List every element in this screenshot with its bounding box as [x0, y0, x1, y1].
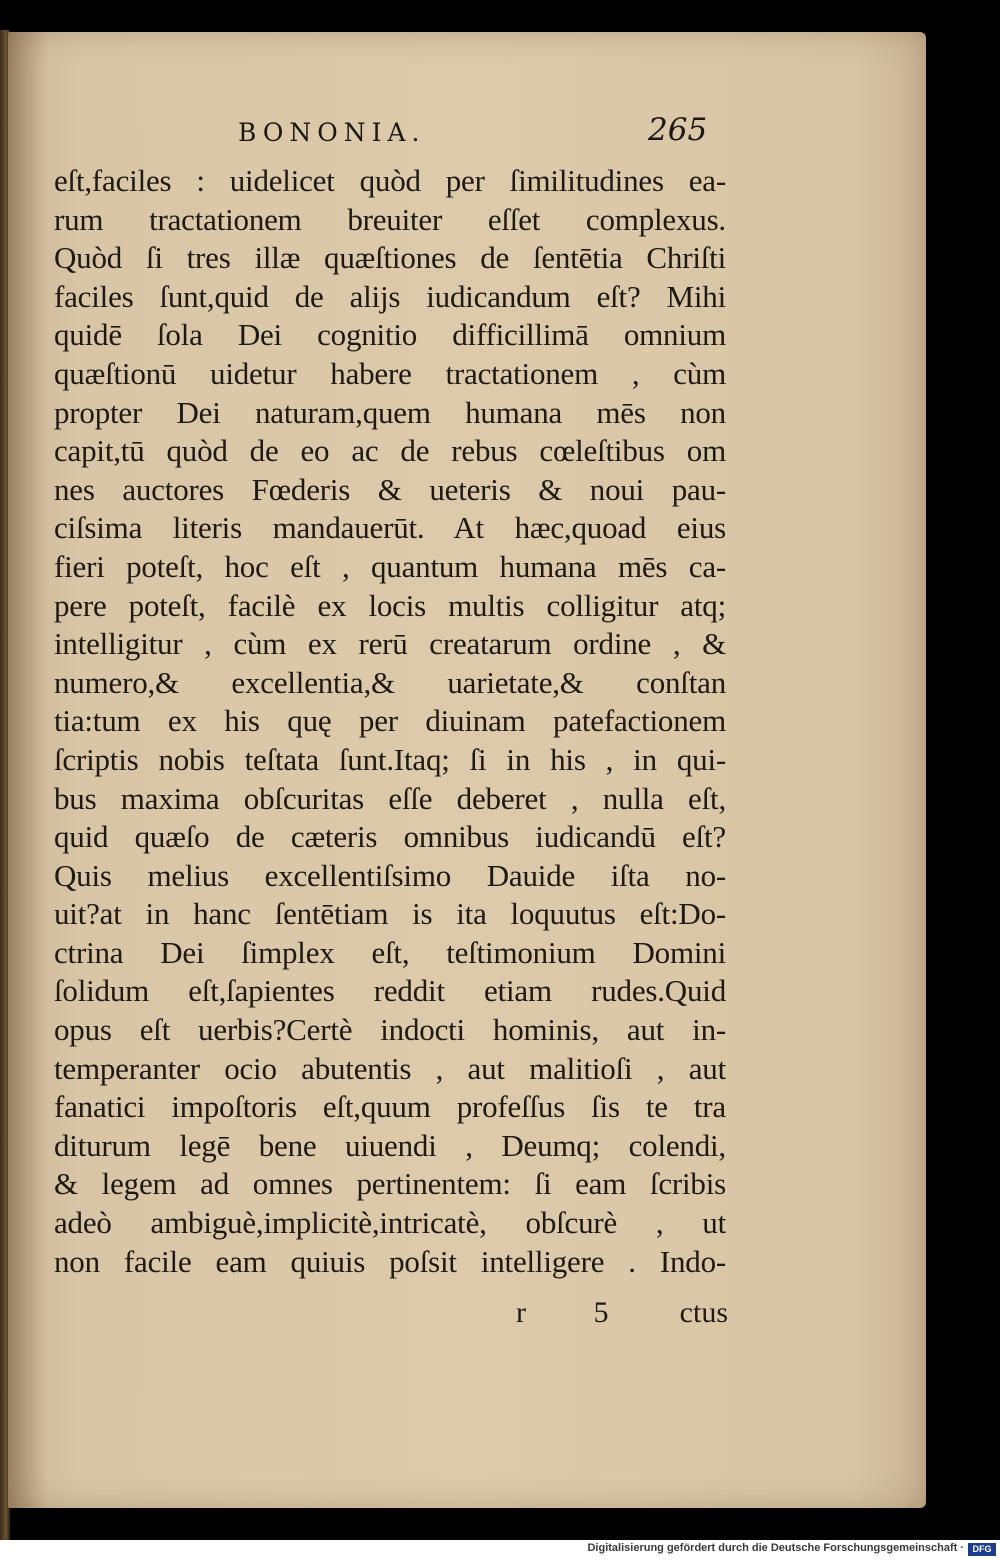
text-line: adeò ambiguè,implicitè,intricatè, obſcurè , ut [54, 1205, 726, 1241]
signature-mark: r 5 [516, 1296, 639, 1329]
text-line: fieri poteſt, hoc eſt , quantum humana mēs ca- [54, 548, 726, 584]
text-line: tia:tum ex his quę per diuinam patefactionem [54, 703, 726, 739]
text-line: faciles ſunt,quid de alijs iudicandum eſt? Mihi [54, 278, 726, 314]
dfg-logo-icon: DFG [968, 1543, 996, 1556]
text-line: pere poteſt, facilè ex locis multis colligitur atq; [54, 587, 726, 623]
text-line: intelligitur , cùm ex rerū creatarum ordine , & [54, 626, 726, 662]
text-line: uit?at in hanc ſentētiam is ita loquutus eſt:Do- [54, 896, 726, 932]
text-line: quidē ſola Dei cognitio difficillimā omnium [54, 317, 726, 353]
text-line: nes auctores Fœderis & ueteris & noui pau- [54, 471, 726, 507]
text-line: fanatici impoſtoris eſt,quum profeſſus ſis te tra [54, 1089, 726, 1125]
text-line: ſolidum eſt,ſapientes reddit etiam rudes.Quid [54, 973, 726, 1009]
text-line: rum tractationem breuiter eſſet complexus. [54, 201, 726, 237]
text-line: propter Dei naturam,quem humana mēs non [54, 394, 726, 430]
text-line: ſcriptis nobis teſtata ſunt.Itaq; ſi in his , in qui- [54, 741, 726, 777]
text-line: diturum legē bene uiuendi , Deumq; colendi, [54, 1127, 726, 1163]
page-number: 265 [648, 112, 708, 148]
book-page [8, 32, 926, 1508]
text-line: temperanter ocio abutentis , aut malitioſi , aut [54, 1050, 726, 1086]
text-line: ctrina Dei ſimplex eſt, teſtimonium Domini [54, 934, 726, 970]
funding-credit: Digitalisierung gefördert durch die Deutsche Forschungsgemeinschaft · [587, 1542, 964, 1554]
text-line: numero,& excellentia,& uarietate,& conſtan [54, 664, 726, 700]
catchword: ctus [679, 1296, 728, 1329]
body-text [54, 162, 726, 1281]
text-line: bus maxima obſcuritas eſſe deberet , nulla eſt, [54, 780, 726, 816]
running-head: BONONIA. [238, 118, 426, 147]
text-line: quid quæſo de cæteris omnibus iudicandū eſt? [54, 819, 726, 855]
text-line: & legem ad omnes pertinentem: ſi eam ſcribis [54, 1166, 726, 1202]
text-line: opus eſt uerbis?Certè indocti hominis, aut in- [54, 1012, 726, 1048]
text-line: eſt,faciles : uidelicet quòd per ſimilitudines ea- [54, 163, 726, 198]
text-line: Quòd ſi tres illæ quæſtiones de ſentētia Chriſti [54, 240, 726, 276]
text-line: non facile eam quiuis poſsit intelligere . Indo- [54, 1243, 726, 1279]
text-line: Quis melius excellentiſsimo Dauide iſta no- [54, 857, 726, 893]
footer-signature-line [508, 1296, 738, 1336]
text-line: quæſtionū uidetur habere tractationem , cùm [54, 355, 726, 391]
text-line: capit,tū quòd de eo ac de rebus cœleſtibus om [54, 433, 726, 469]
text-line: ciſsima literis mandauerūt. At hæc,quoad eius [54, 510, 726, 546]
